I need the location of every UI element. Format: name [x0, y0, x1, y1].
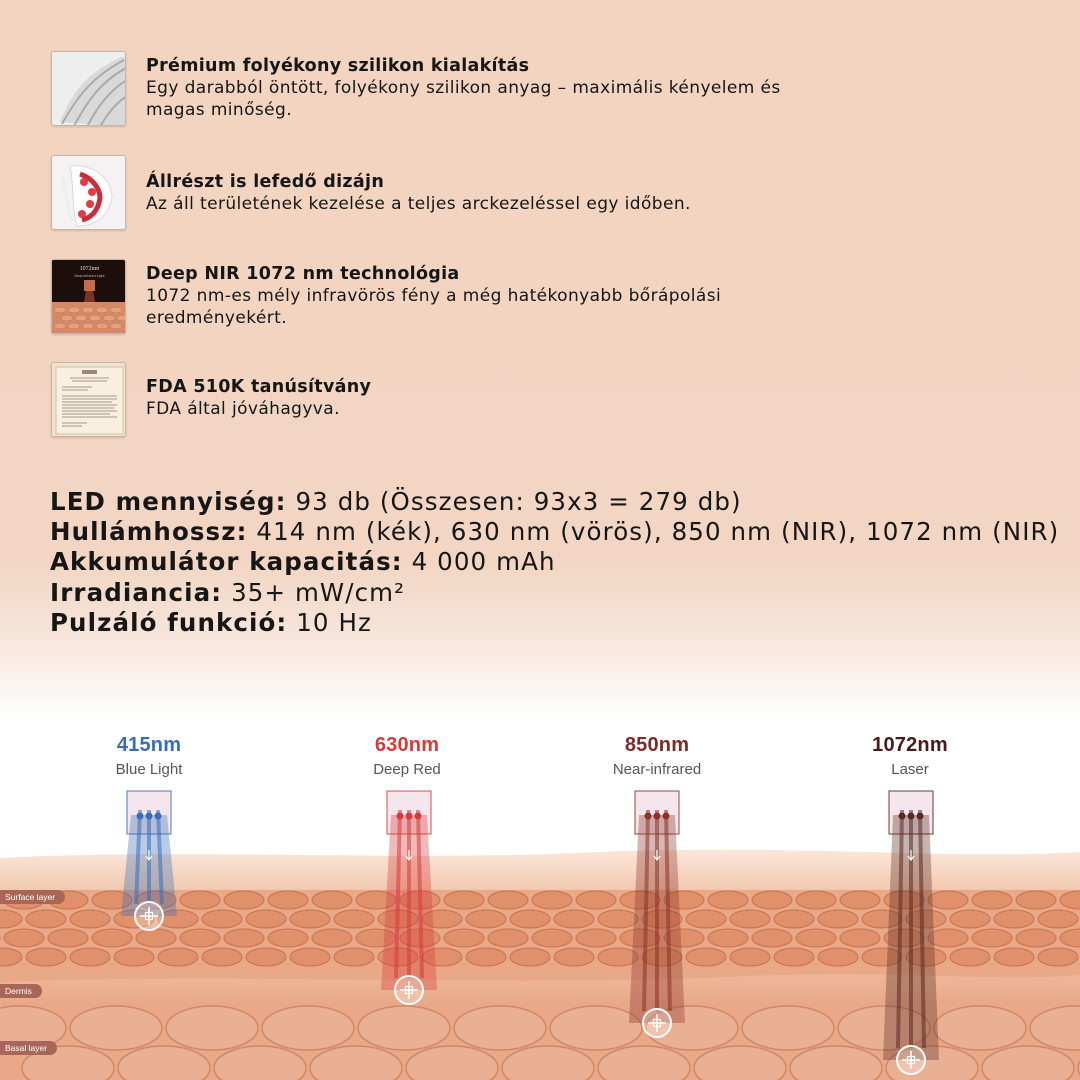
layer-tag-dermis: Dermis: [0, 984, 42, 998]
skin-cell: [312, 929, 352, 947]
thumb-subcaption: Near-infrared Light: [74, 274, 105, 278]
feature-title: Állrészt is lefedő dizájn: [146, 172, 385, 192]
led-dot: [908, 813, 915, 820]
skin-cell: [224, 891, 264, 909]
spec-value: 4 000 mAh: [411, 547, 556, 577]
spec-led-count: [50, 487, 1050, 517]
led-dot: [917, 813, 924, 820]
skin-cell: [708, 929, 748, 947]
thumb-caption: 1072nm: [79, 266, 100, 272]
skin-cell: [994, 910, 1034, 928]
spec-wavelength: [50, 517, 1060, 547]
skin-cell: [576, 929, 616, 947]
skin-cell: [840, 891, 880, 909]
skin-cell: [268, 891, 308, 909]
skin-cell: [224, 929, 264, 947]
light-name: Laser: [891, 761, 929, 778]
wavelength-label: 630nm: [374, 734, 440, 756]
skin-cell: [554, 948, 594, 966]
skin-cell: [774, 948, 814, 966]
led-dot: [663, 813, 670, 820]
skin-cell: [70, 948, 110, 966]
skin-cell: [158, 948, 198, 966]
skin-cell: [290, 910, 330, 928]
led-dot: [397, 813, 404, 820]
skin-cell: [972, 891, 1012, 909]
skin-cell: [1016, 891, 1056, 909]
skin-cell: [510, 948, 550, 966]
skin-cell: [598, 910, 638, 928]
skin-cell: [774, 910, 814, 928]
spec-pulse: [50, 608, 1050, 638]
light-label-red: [307, 734, 507, 778]
feature-title: Deep NIR 1072 nm technológia: [146, 264, 460, 284]
layer-tag-surface: Surface layer: [0, 890, 65, 904]
skin-cell: [488, 891, 528, 909]
feature-title: FDA 510K tanúsítvány: [146, 377, 372, 397]
feature-description: 1072 nm-es mély infravörös fény a még hatékonyabb bőrápolási eredményekért.: [146, 286, 722, 328]
led-dot: [899, 813, 906, 820]
feature-nir: [51, 259, 811, 335]
spec-value: 35+ mW/cm²: [231, 577, 406, 607]
skin-cell: [1038, 910, 1078, 928]
led-dot: [155, 813, 162, 820]
certificate-document-icon: [51, 362, 126, 437]
light-label-blue: [49, 734, 249, 778]
skin-cell: [466, 910, 506, 928]
nir-technology-icon: [51, 259, 126, 334]
layer-tag-basal: Basal layer: [0, 1041, 57, 1055]
skin-cell: [180, 891, 220, 909]
spec-label: Akkumulátor kapacitás:: [50, 547, 403, 577]
skin-cell: [532, 929, 572, 947]
skin-cell: [334, 948, 374, 966]
led-dot: [654, 813, 661, 820]
skin-cell: [136, 929, 176, 947]
skin-cell: [818, 948, 858, 966]
feature-description: Egy darabból öntött, folyékony szilikon anyag – maximális kényelem és magas minőség.: [146, 78, 781, 120]
spec-label: Hullámhossz:: [50, 517, 248, 547]
basal-cell: [454, 1006, 546, 1050]
skin-cell: [180, 929, 220, 947]
basal-cell: [70, 1006, 162, 1050]
skin-cell: [246, 948, 286, 966]
spec-value: 10 Hz: [296, 607, 372, 637]
feature-chin: [51, 155, 811, 231]
skin-cell: [576, 891, 616, 909]
basal-cell: [550, 1006, 642, 1050]
spec-label: Pulzáló funkció:: [50, 607, 288, 637]
feature-silicone: [51, 51, 811, 127]
spec-irradiance: [50, 578, 1050, 608]
skin-cell: [1038, 948, 1078, 966]
chin-mask-icon: [51, 155, 126, 230]
basal-cell: [262, 1006, 354, 1050]
skin-cell: [972, 929, 1012, 947]
basal-cell: [166, 1006, 258, 1050]
skin-cell: [290, 948, 330, 966]
light-name: Deep Red: [373, 761, 441, 778]
light-label-laser: [810, 734, 1010, 778]
feature-description: Az áll területének kezelése a teljes arckezeléssel egy időben.: [146, 194, 691, 214]
basal-cell: [934, 1006, 1026, 1050]
spec-battery: [50, 547, 1050, 577]
skin-cell: [686, 910, 726, 928]
skin-cell: [730, 948, 770, 966]
skin-cell: [752, 891, 792, 909]
spec-list: [50, 487, 1060, 638]
feature-title: Prémium folyékony szilikon kialakítás: [146, 56, 530, 76]
spec-value: 414 nm (kék), 630 nm (vörös), 850 nm (NIR), 1072 nm (NIR): [256, 517, 1060, 547]
skin-cell: [488, 929, 528, 947]
skin-cell: [246, 910, 286, 928]
skin-cell: [510, 910, 550, 928]
skin-cell: [114, 948, 154, 966]
wavelength-label: 850nm: [624, 734, 690, 756]
skin-cell: [444, 929, 484, 947]
light-name: Near-infrared: [612, 761, 702, 778]
led-dot: [137, 813, 144, 820]
skin-cell: [818, 910, 858, 928]
wavelength-label: 415nm: [116, 734, 182, 756]
skin-cell: [48, 929, 88, 947]
led-dot: [415, 813, 422, 820]
skin-cell: [532, 891, 572, 909]
skin-cell: [752, 929, 792, 947]
light-name: Blue Light: [115, 761, 183, 778]
skin-cell: [928, 891, 968, 909]
skin-cell: [950, 948, 990, 966]
wavelength-label: 1072nm: [872, 734, 948, 756]
skin-cell: [26, 910, 66, 928]
silicone-mask-icon: [51, 51, 126, 126]
skin-cell: [730, 910, 770, 928]
skin-cell: [26, 948, 66, 966]
skin-cell: [202, 948, 242, 966]
basal-cell: [358, 1006, 450, 1050]
led-dot: [645, 813, 652, 820]
skin-cell: [268, 929, 308, 947]
skin-cell: [312, 891, 352, 909]
feature-description: FDA által jóváhagyva.: [146, 399, 340, 419]
skin-cell: [686, 948, 726, 966]
spec-value: 93 db (Összesen: 93x3 = 279 db): [295, 487, 742, 516]
skin-penetration-diagram: [0, 720, 1080, 1080]
spec-label: LED mennyiség:: [50, 487, 287, 516]
skin-cell: [796, 891, 836, 909]
led-dot: [146, 813, 153, 820]
skin-cell: [840, 929, 880, 947]
skin-cell: [202, 910, 242, 928]
skin-cell: [4, 929, 44, 947]
basal-cell: [742, 1006, 834, 1050]
skin-cell: [334, 910, 374, 928]
light-label-nir: [557, 734, 757, 778]
spec-label: Irradiancia:: [50, 577, 223, 607]
skin-cell: [466, 948, 506, 966]
skin-cell: [950, 910, 990, 928]
feature-fda: [51, 362, 811, 438]
skin-cell: [1016, 929, 1056, 947]
led-dot: [406, 813, 413, 820]
skin-cell: [796, 929, 836, 947]
skin-cell: [554, 910, 594, 928]
skin-cell: [70, 910, 110, 928]
skin-cell: [994, 948, 1034, 966]
skin-cell: [708, 891, 748, 909]
skin-cell: [92, 929, 132, 947]
skin-cell: [444, 891, 484, 909]
